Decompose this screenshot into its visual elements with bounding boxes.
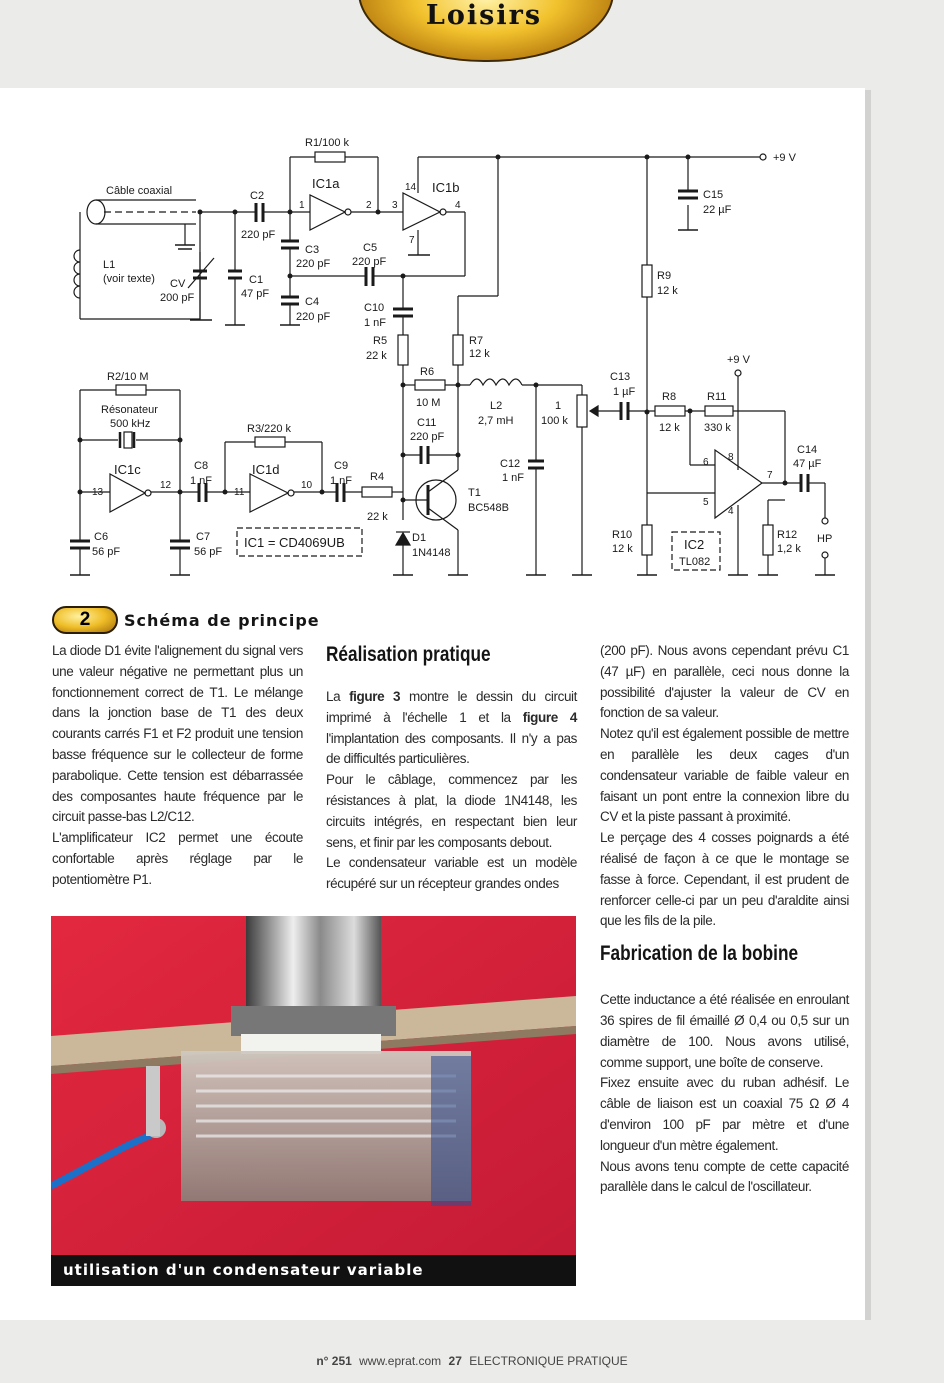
r11-value: 330 k (704, 422, 731, 434)
r9-value: 12 k (657, 285, 678, 297)
c13-value: 1 µF (613, 386, 636, 398)
c9-value: 1 nF (330, 475, 353, 487)
section-heading: Réalisation pratique (326, 643, 491, 666)
photo-image (51, 916, 576, 1286)
c8-value: 1 nF (190, 475, 213, 487)
figure-number-badge: 2 (52, 606, 118, 634)
figure-caption-text: Schéma de principe (124, 610, 320, 630)
r7-label: R7 (469, 335, 484, 347)
pin-10: 10 (301, 480, 313, 491)
section-heading: Fabrication de la bobine (600, 942, 799, 966)
d1-label: D1 (412, 532, 427, 544)
cv-value: 200 pF (160, 292, 195, 304)
c15-label: C15 (703, 189, 724, 201)
c11-value: 220 pF (410, 431, 445, 443)
r10-value: 12 k (612, 543, 633, 555)
r9-label: R9 (657, 270, 672, 282)
c3-value: 220 pF (296, 258, 331, 270)
cv-label: CV (170, 278, 186, 290)
r5-label: R5 (373, 335, 388, 347)
c7-value: 56 pF (194, 546, 223, 558)
pin-8: 8 (728, 452, 734, 463)
c6-value: 56 pF (92, 546, 121, 558)
c2-label: C2 (250, 190, 265, 202)
paragraph: L'amplificateur IC2 permet une écoute confortable après réglage par le potentiomètre P1. (52, 830, 303, 887)
footer-magazine: ELECTRONIQUE PRATIQUE (469, 1354, 628, 1368)
c7-label: C7 (196, 531, 211, 543)
paragraph: Le condensateur variable est un modèle récupéré sur un récepteur grandes ondes (326, 855, 577, 892)
r3-label: R3/220 k (247, 423, 292, 435)
ic1-note: IC1 = CD4069UB (244, 535, 345, 550)
c2-value: 220 pF (241, 229, 276, 241)
c10-value: 1 nF (364, 317, 387, 329)
page-footer (0, 1354, 944, 1368)
l1-value: (voir texte) (103, 273, 155, 285)
c4-value: 220 pF (296, 311, 331, 323)
footer-site: www.eprat.com (359, 1354, 442, 1368)
pin-2: 2 (366, 200, 372, 211)
d1-value: 1N4148 (412, 547, 451, 559)
paragraph: Notez qu'il est également possible de mettre en parallèle les deux cages d'un condensateur variable de faible valeur en faisant un pont entre la connexion libre du CV et la piste passant à proximité. (600, 726, 849, 825)
l1-label: L1 (103, 259, 116, 271)
section-title: Loisirs (425, 0, 543, 31)
c14-value: 47 µF (793, 458, 822, 470)
pin-a4: 4 (728, 506, 734, 517)
figure-caption (52, 606, 320, 634)
pin-13: 13 (92, 487, 104, 498)
r4-label: R4 (370, 471, 385, 483)
ic1b-label: IC1b (432, 180, 460, 195)
pin-3: 3 (392, 200, 398, 211)
circuit-schematic (0, 128, 944, 588)
p1-value: 100 k (541, 415, 568, 427)
pin-4: 4 (455, 200, 461, 211)
l2-value: 2,7 mH (478, 415, 514, 427)
c5-label: C5 (363, 242, 378, 254)
c5-value: 220 pF (352, 256, 387, 268)
c11-label: C11 (417, 417, 437, 429)
text-column-1 (52, 641, 303, 891)
c12-label: C12 (500, 458, 521, 470)
paragraph: Pour le câblage, commencez par les résistances à plat, la diode 1N4148, les circuits intégrés, en respectant bien leur sens, et finir par les composants debout. (326, 772, 577, 850)
r1-label: R1/100 k (305, 137, 350, 149)
ic2-label: IC2 (684, 537, 705, 552)
paragraph: Fixez ensuite avec du ruban adhésif. Le câble de liaison est un coaxial 75 Ω Ø 4 d'environ 100 pF par mètre et d'une longueur d'un mètre également. (600, 1075, 849, 1153)
r4-value: 22 k (367, 511, 388, 523)
resonator-value: 500 kHz (110, 418, 151, 430)
r11-label: R11 (707, 391, 727, 403)
c3-label: C3 (305, 244, 320, 256)
c6-label: C6 (94, 531, 109, 543)
c4-label: C4 (305, 296, 320, 308)
l2-label: L2 (490, 400, 503, 412)
r5-value: 22 k (366, 350, 387, 362)
hp-label: HP (817, 533, 833, 545)
r2-label: R2/10 M (107, 371, 149, 383)
c1-value: 47 pF (241, 288, 270, 300)
paragraph: La diode D1 évite l'alignement du signal vers une valeur négative ne permettant plus un fonctionnement correct de T1. Le mélange dans la jonction base de T1 des deux courants carrés F1 et F2 produit une tension basse fréquence sur le collecteur de forme parabolique. Cette tension est débarrassée des composantes haute fréquence par le circuit passe-bas L2/C12. (52, 643, 303, 825)
c14-label: C14 (797, 444, 818, 456)
r6-value: 10 M (416, 397, 441, 409)
ic1d-label: IC1d (252, 462, 280, 477)
r8-value: 12 k (659, 422, 680, 434)
pin-6: 6 (703, 457, 709, 468)
c10-label: C10 (364, 302, 385, 314)
ic1c-label: IC1c (114, 462, 141, 477)
r12-value: 1,2 k (777, 543, 801, 555)
t1-value: BC548B (468, 502, 509, 514)
r12-label: R12 (777, 529, 798, 541)
footer-page-number: 27 (448, 1354, 462, 1368)
r8-label: R8 (662, 391, 677, 403)
pin-11: 11 (234, 487, 245, 498)
paragraph: Cette inductance a été réalisée en enroulant 36 spires de fil émaillé Ø 0,4 ou 0,5 sur un diamètre de 100. Nous avons utilisé, comme support, une boîte de conserve. (600, 992, 849, 1070)
r10-label: R10 (612, 529, 633, 541)
paragraph: La figure 3 montre le dessin du circuit imprimé à l'échelle 1 et la figure 4 l'implantation des composants. Il n'y a pas de difficultés particulières. (326, 689, 577, 767)
pin-1: 1 (299, 200, 305, 211)
c9-label: C9 (334, 460, 349, 472)
text-column-3 (600, 641, 849, 1198)
ic1a-label: IC1a (312, 176, 340, 191)
pin-7: 7 (409, 235, 415, 246)
vcc2-label: +9 V (727, 354, 750, 366)
r7-value: 12 k (469, 348, 490, 360)
text-column-2 (326, 641, 577, 895)
pin-a7: 7 (767, 470, 773, 481)
c12-value: 1 nF (502, 472, 525, 484)
c8-label: C8 (194, 460, 209, 472)
c13-label: C13 (610, 371, 631, 383)
r6-label: R6 (420, 366, 435, 378)
pin-5: 5 (703, 497, 709, 508)
c15-value: 22 µF (703, 204, 732, 216)
photo-caption: utilisation d'un condensateur variable (51, 1255, 576, 1286)
ic2-value: TL082 (679, 556, 711, 568)
pin-12: 12 (160, 480, 172, 491)
photo-variable-capacitor (51, 916, 576, 1286)
cable-label: Câble coaxial (106, 185, 173, 197)
paragraph: Le perçage des 4 cosses poignards a été réalisé de façon à ce que le montage se fasse à force. Cependant, il est prudent de renforcer celle-ci par un peu d'araldite ainsi que les fils de la pile. (600, 830, 849, 929)
footer-issue: n° 251 (316, 1354, 352, 1368)
paragraph: (200 pF). Nous avons cependant prévu C1 (47 µF) en parallèle, ceci nous donne la possibilité d'ajuster la valeur de CV en fonction de sa valeur. (600, 643, 849, 721)
c1-label: C1 (249, 274, 264, 286)
t1-label: T1 (468, 487, 481, 499)
vcc-label: +9 V (773, 152, 796, 164)
pin-14: 14 (405, 182, 417, 193)
paragraph: Nous avons tenu compte de cette capacité parallèle dans le calcul de l'oscillateur. (600, 1158, 849, 1195)
resonator-label: Résonateur (101, 404, 158, 416)
p1-label: 1 (555, 400, 562, 412)
